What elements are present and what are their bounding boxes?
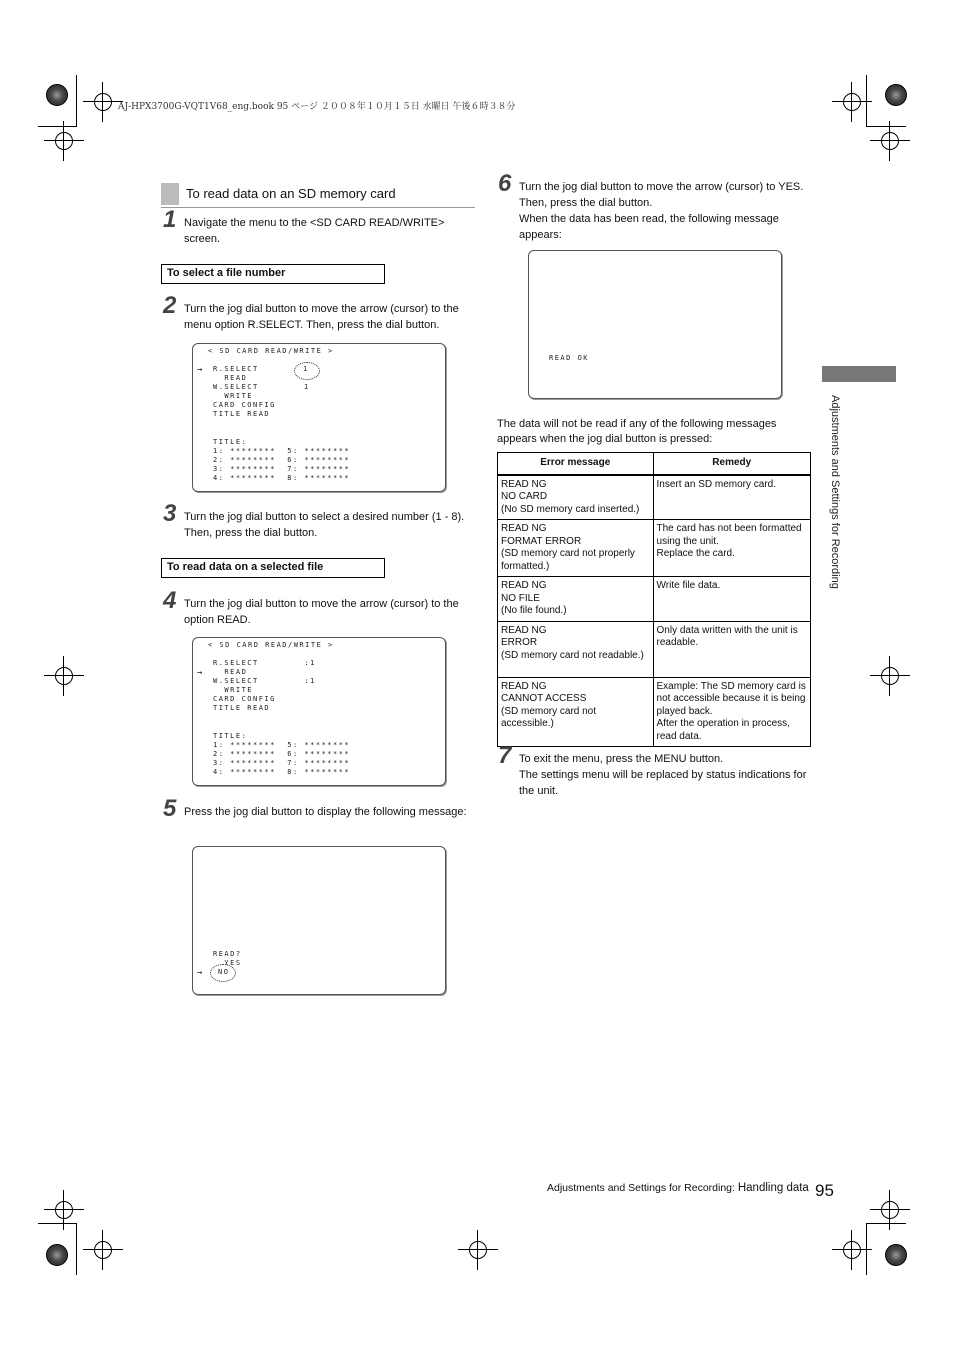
step-number: 7 — [498, 742, 512, 769]
menu-item: TITLE READ — [213, 704, 271, 712]
section-tab-marker — [161, 183, 179, 205]
step-number: 2 — [163, 292, 177, 319]
title-label: TITLE: — [213, 438, 248, 446]
option-yes: YES — [213, 959, 242, 967]
registration-dot-icon — [46, 84, 68, 106]
menu-item: R.SELECT — [213, 365, 259, 373]
subheading: To read data on a selected file — [161, 558, 385, 578]
menu-item: CARD CONFIG — [213, 401, 276, 409]
step-text: Turn the jog dial button to move the arrow (cursor) to the menu option R.SELECT. Then, press the dial button. — [184, 303, 459, 331]
crosshair-icon — [55, 1201, 73, 1219]
cursor-arrow-icon: → — [197, 968, 204, 978]
intro-paragraph: The data will not be read if any of the following messages appears when the jog dial button is pressed: — [497, 418, 777, 445]
menu-item: CARD CONFIG — [213, 695, 276, 703]
registration-dot-icon — [885, 1244, 907, 1266]
title-row: 1: ******** 5: ******** — [213, 741, 351, 749]
cursor-arrow-icon: → — [197, 668, 204, 678]
menu-screen-read — [192, 637, 446, 786]
screen-prompt: READ? — [213, 950, 242, 958]
crop-mark — [38, 1223, 76, 1224]
footer-chapter: Adjustments and Settings for Recording: Handling data — [547, 1182, 809, 1194]
menu-item: W.SELECT :1 — [213, 677, 316, 685]
menu-item: TITLE READ — [213, 410, 271, 418]
title-row: 4: ******** 8: ******** — [213, 768, 351, 776]
crop-mark — [38, 126, 76, 127]
step-text: Navigate the menu to the <SD CARD READ/WRITE> screen. — [184, 217, 445, 245]
step-text: Turn the jog dial button to move the arrow (cursor) to the option READ. — [184, 598, 459, 626]
crop-mark — [866, 1223, 867, 1275]
section-title: To read data on an SD memory card — [186, 186, 396, 201]
menu-item: WRITE — [213, 686, 254, 694]
remedy-cell: Write file data. — [653, 577, 810, 622]
step-number: 6 — [498, 170, 512, 197]
remedy-cell: Insert an SD memory card. — [653, 475, 810, 520]
crosshair-icon — [55, 667, 73, 685]
registration-dot-icon — [46, 1244, 68, 1266]
read-ok-screen — [528, 250, 782, 399]
title-row: 1: ******** 5: ******** — [213, 447, 351, 455]
step-text: Press the jog dial button to display the following message: — [184, 806, 467, 818]
column-header: Remedy — [653, 453, 810, 475]
crosshair-icon — [881, 1201, 899, 1219]
table-row — [498, 621, 811, 677]
crosshair-icon — [843, 1241, 861, 1259]
title-row: 3: ******** 7: ******** — [213, 465, 351, 473]
step-number: 1 — [163, 206, 177, 233]
menu-item: W.SELECT — [213, 383, 259, 391]
screen-title: < SD CARD READ/WRITE > — [208, 347, 334, 355]
title-label: TITLE: — [213, 732, 248, 740]
error-message-cell: READ NG NO FILE (No file found.) — [498, 577, 654, 622]
menu-item: READ — [213, 668, 248, 676]
file-header: AJ-HPX3700G-VQT1V68_eng.book 95 ページ ２００８年１０月１５日 水曜日 午後６時３８分 — [118, 102, 516, 112]
remedy-cell: Example: The SD memory card is not accessible because it is being played back. After the operation in process, read data. — [653, 677, 810, 747]
table-header-row — [498, 453, 811, 475]
step-text: Turn the jog dial button to select a desired number (1 - 8). Then, press the dial button. — [184, 511, 465, 539]
crosshair-icon — [843, 93, 861, 111]
table-row — [498, 577, 811, 622]
error-message-cell: READ NG FORMAT ERROR (SD memory card not properly formatted.) — [498, 520, 654, 577]
title-row: 4: ******** 8: ******** — [213, 474, 351, 482]
chapter-tab — [822, 366, 896, 382]
crop-mark — [866, 126, 906, 127]
menu-item: WRITE — [213, 392, 254, 400]
crop-mark — [866, 1223, 906, 1224]
menu-value: 1 — [304, 383, 310, 391]
error-message-cell: READ NG ERROR (SD memory card not readable.) — [498, 621, 654, 677]
subheading: To select a file number — [161, 264, 385, 284]
step-text: To exit the menu, press the MENU button. — [519, 753, 724, 765]
crop-mark — [866, 75, 867, 127]
remedy-cell: Only data written with the unit is readable. — [653, 621, 810, 677]
screen-title: < SD CARD READ/WRITE > — [208, 641, 334, 649]
registration-dot-icon — [885, 84, 907, 106]
table-row — [498, 677, 811, 747]
table-row — [498, 475, 811, 520]
error-message-cell: READ NG CANNOT ACCESS (SD memory card not accessible.) — [498, 677, 654, 747]
error-table — [497, 452, 811, 747]
crop-mark — [76, 1223, 77, 1275]
crosshair-icon — [881, 667, 899, 685]
step-number: 4 — [163, 587, 177, 614]
read-confirm-screen — [192, 846, 446, 995]
step-text: When the data has been read, the following message appears: — [519, 213, 779, 241]
title-row: 2: ******** 6: ******** — [213, 750, 351, 758]
menu-item: R.SELECT :1 — [213, 659, 316, 667]
step-number: 3 — [163, 500, 177, 527]
menu-screen-rselect — [192, 343, 446, 492]
cursor-arrow-icon: → — [197, 365, 204, 375]
title-row: 2: ******** 6: ******** — [213, 456, 351, 464]
step-text: The settings menu will be replaced by status indications for the unit. — [519, 769, 807, 797]
crosshair-icon — [55, 132, 73, 150]
chapter-side-label: Adjustments and Settings for Recording — [829, 395, 841, 589]
crosshair-icon — [94, 93, 112, 111]
column-header: Error message — [498, 453, 654, 475]
section-heading — [161, 183, 475, 208]
crosshair-icon — [881, 132, 899, 150]
remedy-cell: The card has not been formatted using the unit. Replace the card. — [653, 520, 810, 577]
step-text: Turn the jog dial button to move the arrow (cursor) to YES. Then, press the dial button. — [519, 181, 804, 209]
page-number: 95 — [815, 1181, 834, 1200]
crosshair-icon — [94, 1241, 112, 1259]
title-row: 3: ******** 7: ******** — [213, 759, 351, 767]
option-no: NO — [218, 968, 230, 976]
step-number: 5 — [163, 795, 177, 822]
screen-message: READ OK — [549, 354, 590, 362]
crosshair-icon — [469, 1241, 487, 1259]
table-row — [498, 520, 811, 577]
crop-mark — [76, 75, 77, 127]
error-message-cell: READ NG NO CARD (No SD memory card inserted.) — [498, 475, 654, 520]
menu-value: 1 — [303, 365, 309, 373]
menu-item: READ — [213, 374, 248, 382]
